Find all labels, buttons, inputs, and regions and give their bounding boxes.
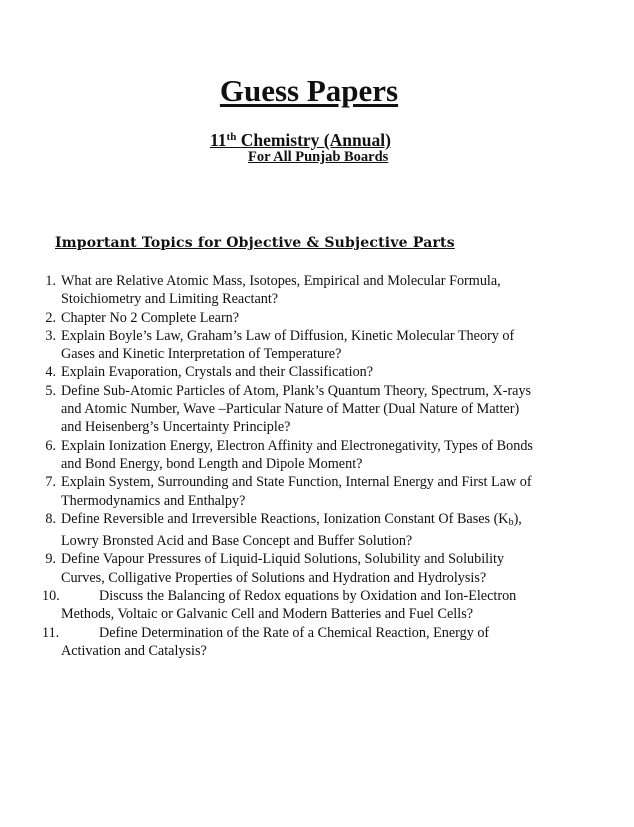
boards-line: For All Punjab Boards [248, 149, 389, 165]
list-item-number: 3. [45, 327, 56, 344]
list-item-text: Chapter No 2 Complete Learn? [61, 309, 240, 326]
list-item [20, 272, 540, 309]
page-title: Guess Papers [219, 73, 399, 108]
subtitle-superscript: th [226, 131, 237, 143]
list-item [20, 550, 540, 587]
list-item-number: 5. [45, 382, 56, 399]
list-item-text: Define Vapour Pressures of Liquid-Liquid Solutions, Solubility and Solubility Curves, Colligative Properties of Solutions and Hydration and Hydrolysis? [61, 551, 505, 586]
list-item-text: Define Sub-Atomic Particles of Atom, Plank’s Quantum Theory, Spectrum, X-rays and Atomic Number, Wave –Particular Nature of Matter (Dual Nature of Matter) and Heisenberg’s Uncertainty Principle? [61, 382, 532, 436]
list-item-number: 2. [45, 309, 56, 326]
list-item-number: 11. [42, 624, 60, 641]
list-item-number: 7. [45, 474, 56, 491]
list-item-text: Discuss the Balancing of Redox equations by Oxidation and Ion-Electron Methods, Voltaic or Galvanic Cell and Modern Batteries and Fuel Cells? [61, 588, 517, 623]
list-item [20, 624, 540, 661]
list-item-text-part: Define Reversible and Irreversible Reactions, Ionization Constant Of Bases (K [61, 510, 509, 527]
list-item-subscript: b [508, 516, 514, 528]
list-item-number: 4. [45, 364, 56, 381]
list-item [20, 510, 540, 551]
list-item-text-part: ), Lowry Bronsted Acid and Base Concept and Buffer Solution? [61, 510, 522, 550]
list-item [20, 327, 540, 364]
list-item-text: Explain Evaporation, Crystals and their Classification? [61, 364, 374, 381]
list-item-number: 9. [45, 551, 56, 568]
list-item-number: 10. [42, 588, 60, 605]
list-item-text: Explain Ionization Energy, Electron Affinity and Electronegativity, Types of Bonds and Bond Energy, bond Length and Dipole Moment? [61, 437, 533, 472]
list-item-number: 8. [45, 510, 56, 527]
list-item-number: 6. [45, 437, 56, 454]
list-item [20, 382, 540, 437]
list-item-number: 1. [45, 273, 56, 289]
list-item-text: What are Relative Atomic Mass, Isotopes, Empirical and Molecular Formula, Stoichiometry and Limiting Reactant? [61, 273, 501, 308]
list-item-text: Explain Boyle’s Law, Graham’s Law of Diffusion, Kinetic Molecular Theory of Gases and Kinetic Interpretation of Temperature? [61, 327, 515, 363]
list-item [20, 587, 540, 624]
list-item [20, 473, 540, 510]
topics-heading: Important Topics for Objective & Subjective Parts [55, 235, 455, 251]
subtitle-grade: 11 [210, 130, 227, 150]
topics-list [20, 272, 540, 660]
subtitle-subject: Chemistry (Annual) [240, 130, 391, 150]
list-item [20, 437, 540, 474]
list-item-text: Explain System, Surrounding and State Function, Internal Energy and First Law of Thermodynamics and Enthalpy? [61, 474, 532, 509]
list-item [20, 309, 540, 327]
list-item-text: Define Determination of the Rate of a Chemical Reaction, Energy of Activation and Catalysis? [61, 624, 490, 659]
list-item [20, 363, 540, 381]
list-item-text [61, 510, 540, 551]
